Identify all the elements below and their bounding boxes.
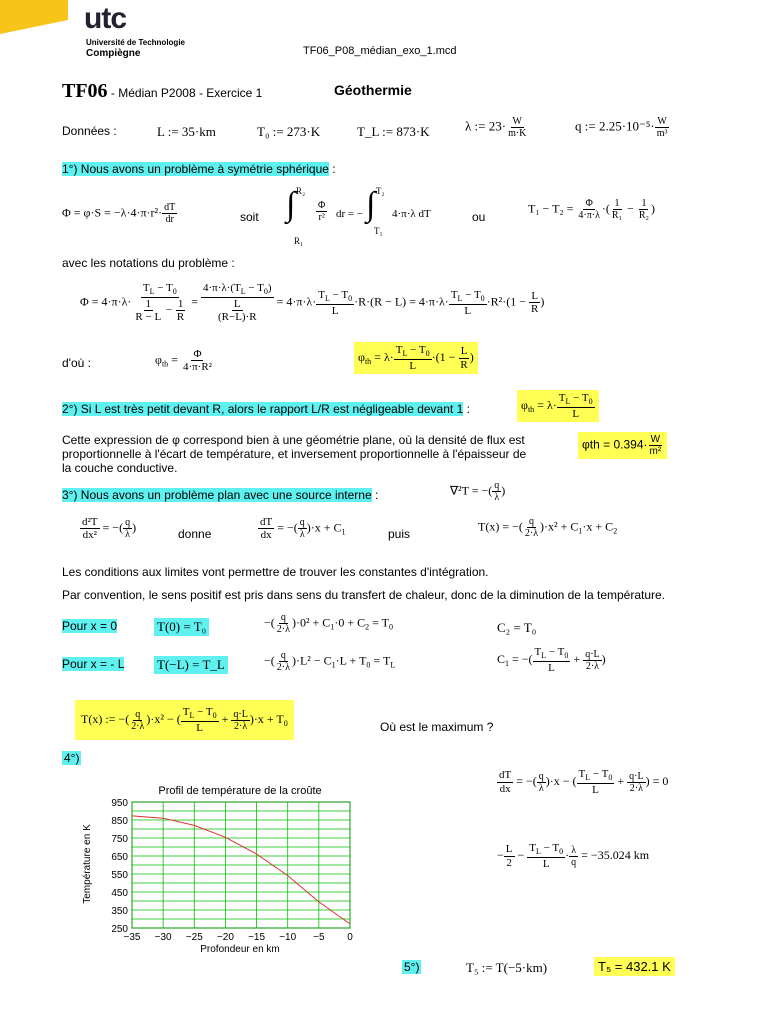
chart-xtick-label: −30 [154,932,172,943]
eq3-ode: $\frac{\text{d²T}}{\text{dx²}}$ = −( $\frac{q}{\lambda}$ ) [82,516,137,542]
logo-text: utc [84,2,126,35]
question-1-label: 1°) Nous avons un problème à symétrie sphérique [62,162,329,176]
chart-ytick-label: 650 [111,852,128,863]
max-position: − $\frac{L}{2}$ − $\frac{T_L - T_0}{L}$ · $\frac{\lambda}{q}$ = −35.024 km [497,842,650,870]
question-2: 2°) Si L est très petit devant R, alors le rapport L/R est négligeable devant 1 : [62,402,470,416]
chart-ytick-label: 550 [111,870,128,881]
chart-xtick-label: 0 [347,932,353,943]
laplacian-eq: ∇²T = −( $\frac{q}{\lambda}$ ) [450,480,506,503]
title-topic: Géothermie [334,82,412,98]
chart-ytick-label: 450 [111,888,128,899]
cond2-expansion: −( $\frac{q}{2\cdot\lambda}$ )$\cdot L^2 - C_1\cdot L + T_0 = T_L$ [264,650,396,673]
cond2-label: Pour x = - L [62,657,125,671]
chart-xtick-label: −10 [279,932,297,943]
phi-th-plane: $\varphi_{th} = \lambda\cdot$ $\frac{T_L - T_0}{L}$ [517,390,599,422]
logo-sub2: Compiègne [86,48,141,59]
eq3-solution: T(x) = −( $\frac{q}{2\cdot\lambda}$ )$\cdot x^2 + C_1\cdot x + C_2$ [478,516,618,539]
t5-def: T₅ := T(−5·km) [466,960,548,975]
chart-xlabel: Profondeur en km [200,944,280,955]
eq1-ou: ou [472,210,486,224]
chart-ytick-label: 950 [111,798,128,809]
para1-l2: proportionnelle à l'écart de température, et inversement proportionnelle à l'épaisseur de [62,447,527,461]
eq3-puis: puis [388,527,411,541]
donnee-lambda [465,116,528,139]
para2: Les conditions aux limites vont permettre de trouver les constantes d'intégration. [62,565,489,579]
chart-ytick-label: 750 [111,834,128,845]
logo [0,0,190,62]
chart-xtick-label: −25 [185,932,203,943]
title-rest: - Médian P2008 - Exercice 1 [107,86,263,100]
para1-l3: la couche conductive. [62,461,178,475]
chart-ytick-label: 850 [111,816,128,827]
dou-text: d'où : [62,356,91,370]
max-question: Où est le maximum ? [380,720,494,734]
question-4: 4°) [64,751,80,765]
eq1-phi: Φ = φ·S = −λ·4·π·r²· $\frac{dT}{dr}$ [62,202,176,225]
temperature-chart [60,778,360,958]
eq1-soit: soit [240,210,259,224]
phi-th-result: $\varphi_{th} = \lambda\cdot$ $\frac{T_L - T_0}{L}$ ·(1 − $\frac{L}{R}$ ) [354,342,478,374]
cond1-label: Pour x = 0 [62,619,118,633]
eq3-first-int: $\frac{dT}{dx}$ = −( $\frac{q}{\lambda}$ )$\cdot x + C_1$ [260,516,346,542]
max-result: = −35.024 km [581,847,650,862]
notations-text: avec les notations du problème : [62,256,235,270]
eq3-donne: donne [178,527,212,541]
cond1-eq: T(0) = T₀ [154,618,209,636]
donnee-TL: T_L := 873·K [357,124,430,139]
question-3: 3°) Nous avons un problème plan avec une source interne : [62,488,379,502]
chart-xtick-label: −15 [248,932,266,943]
q-unit: $\frac{W}{\text{m³}}$ [656,116,668,139]
t5-result: T₅ = 432.1 K [594,957,675,976]
chart-ytick-label: 250 [111,924,128,935]
logo-sub1: Université de Technologie [86,38,185,47]
tx-final: T(x) := −( $\frac{q}{2\cdot\lambda}$ )·x² − ( $\frac{T_L - T_0}{L}$ + $\frac{q\cdot L}{2\cdot\lambda}$ )$\cdot x + T_0$ [75,700,294,740]
para1-l1: Cette expression de φ correspond bien à une géométrie plane, où la densité de flux est [62,433,525,447]
question-5: 5°) [404,960,420,974]
cond2-eq: T(−L) = T_L [154,656,228,674]
file-name: TF06_P08_médian_exo_1.mcd [303,45,457,57]
chart-title: Profil de température de la croûte [158,785,322,797]
donnee-q [575,116,670,139]
derivative-eq: $\frac{dT}{dx}$ = −( $\frac{q}{\lambda}$ )·x − ( $\frac{T_L - T_0}{L}$ + $\frac{q\cdot L}{2\cdot\lambda}$ ) = 0 [499,768,669,796]
donnees-label: Données : [62,124,117,138]
cond2-c1: $C_1$ = −( $\frac{T_L - T_0}{L}$ + $\frac{q\cdot L}{2\cdot\lambda}$ ) [497,646,606,674]
chart-xtick-label: −35 [123,932,141,943]
chart-ylabel: Température en K [82,824,93,904]
lambda-text: λ := 23· [465,118,507,134]
chart-series-line [132,816,350,924]
chart-xtick-label: −20 [216,932,234,943]
donnee-L: L := 35·km [157,124,216,139]
question-1: 1°) Nous avons un problème à symétrie sphérique : [62,162,336,176]
eq1-right: T₁ − T₂ = $\frac{\Phi}{4\cdot\pi\cdot\lambda}$ ·( $\frac{1}{\text{R₁}}$ − $\frac{1}{\text{R₂}}$ ) [528,198,656,221]
para3: Par convention, le sens positif est pris dans sens du transfert de chaleur, donc de la diminution de la température. [62,588,666,602]
question-3-label: 3°) Nous avons un problème plan avec une source interne [62,488,372,502]
chart-xtick-label: −5 [313,932,325,943]
lambda-unit: $\frac{W}{m\cdot K}$ [508,116,527,139]
title-code: TF06 [62,80,108,102]
phi-th-value: φth = 0.394· $\frac{W}{\text{m²}}$ [578,432,667,459]
phi-th-def: $\varphi_{th}$ = $\frac{\Phi}{\text{4·π·R²}}$ [155,348,212,374]
donnee-T0: T₀ := 273·K [257,124,321,139]
eq1-integrals: ∫ R₂ R₁ $\frac{\Phi}{\text{r²}}$ dr = − ∫ T₂ T₁ 4·π·λ dT [286,186,431,246]
chart-ytick-label: 350 [111,906,128,917]
cond1-c2: C₂ = T₀ [497,620,537,635]
cond1-expansion: −( $\frac{q}{2\cdot\lambda}$ )$\cdot 0^2 + C_1\cdot 0 + C_2 = T_0$ [264,612,393,635]
eq2: Φ = 4·π·λ· $T_L - T_0$ $\frac{1}{R - L}$ − $\frac{1}{R}$ = $\frac{4\cdot\pi\cdot\lambda\cdot(T_L - T_0)}{\frac{L}{(R-L)\cdot R}}$ = 4·π·λ· $\frac{T_L - T_0}{L}$ ·R·(R − L) = 4·π·λ· $\frac{T_L - T_0}{L}$ ·R²·(1 − $\frac{L}{R}$ ) [80,282,545,324]
question-2-label: 2°) Si L est très petit devant R, alors le rapport L/R est négligeable devant 1 [62,402,464,416]
title-line [62,80,262,103]
q-text: q := 2.25·10⁻⁵· [575,118,655,134]
